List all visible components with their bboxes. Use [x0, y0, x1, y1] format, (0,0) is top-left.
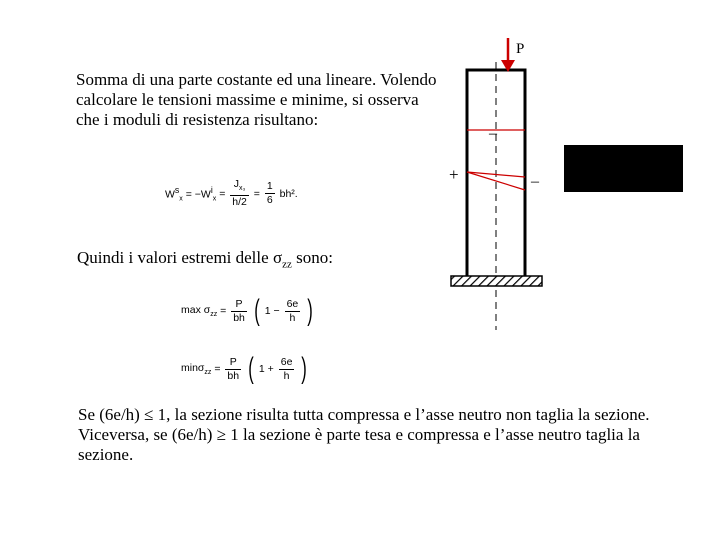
left-paren: ( — [254, 294, 260, 327]
load-label: P — [516, 41, 525, 57]
section-modulus-equation: $W^s_x = -W^i_x$ = $\frac{J_{x_3}}{h/2}$ = $\frac{1}{6}$ bh². — [165, 178, 298, 209]
extreme-values-sentence: Quindi i valori estremi delle $\sigma_{zz}$ sono: — [77, 248, 333, 271]
black-rectangle — [564, 145, 683, 192]
right-paren: ) — [301, 352, 308, 385]
left-paren: ( — [248, 352, 254, 385]
right-paren: ) — [307, 294, 313, 327]
minus-top-label: – — [489, 125, 497, 142]
fixed-base — [451, 276, 542, 286]
inertia-over-half-height: $\frac{J_{x_3}}{h/2}$ — [232, 178, 247, 209]
plus-label: + — [449, 165, 459, 184]
intro-paragraph: Somma di una parte costante ed una lineare. Volendo calcolare le tensioni massime e minime, si osserva che i moduli di resistenza risultano: — [76, 70, 437, 129]
conclusion-paragraph: Se (6e/h) ≤ 1, la sezione risulta tutta compressa e l’asse neutro non taglia la sezione. Viceversa, se (6e/h) ≥ 1 la sezione è parte tesa e compressa e l’asse neutro taglia la sezione. — [78, 405, 650, 464]
minus-right-label: – — [531, 173, 539, 190]
max-stress-equation: $\max \sigma_{zz}$ = $\frac{P}{bh}$ ( 1 − $\frac{6e}{h}$ ) — [181, 294, 313, 327]
min-stress-equation: minσ$_{zz}$ = $\frac{P}{bh}$ ( 1 + $\frac{6e}{h}$ ) — [181, 352, 308, 385]
